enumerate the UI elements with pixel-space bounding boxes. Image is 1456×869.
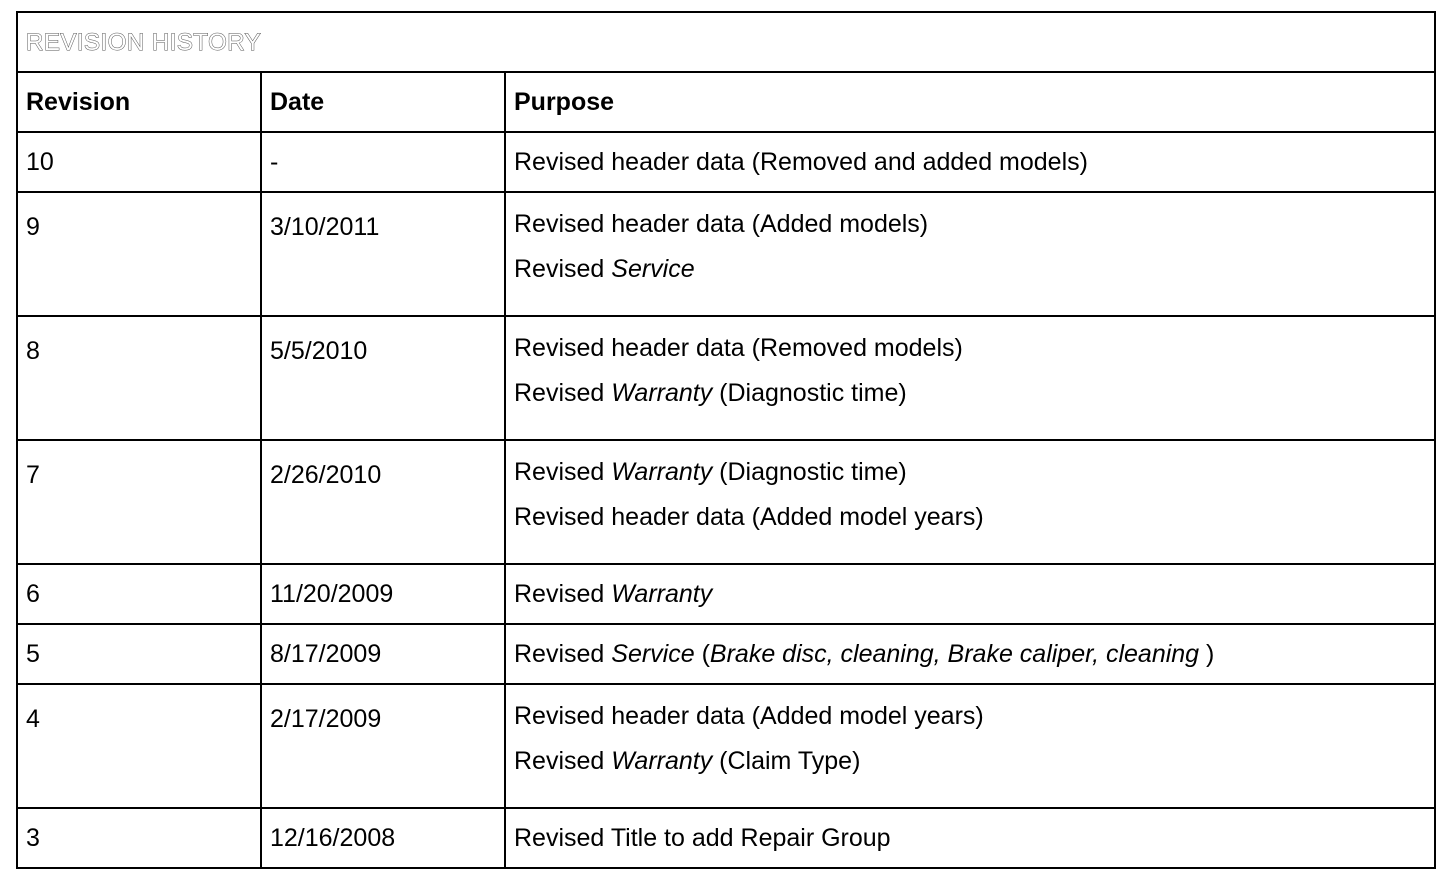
purpose-line [514,255,1434,283]
purpose-line [514,503,1434,531]
purpose-cell [505,684,1435,808]
purpose-text: Revised [514,579,612,608]
purpose-text: Revised header data (Removed models) [514,334,963,362]
date-cell: - [261,132,505,192]
date-cell: 2/26/2010 [261,440,505,564]
purpose-emphasis-text: Warranty [611,747,713,775]
table-row [17,132,1435,192]
purpose-emphasis-text: Service [611,639,695,668]
table-row [17,684,1435,808]
purpose-emphasis-text: Warranty [611,458,713,486]
table-title-cell [17,12,1435,72]
purpose-line [514,639,1434,668]
purpose-text: Revised header data (Removed and added models) [514,147,1088,176]
column-header-date: Date [261,72,505,132]
purpose-cell [505,808,1435,868]
purpose-text: ( [694,639,710,668]
table-row [17,440,1435,564]
purpose-cell [505,564,1435,624]
revision-cell: 5 [17,624,261,684]
purpose-line [514,747,1434,775]
column-header-purpose: Purpose [505,72,1435,132]
revision-history-table [16,11,1436,869]
purpose-cell [505,440,1435,564]
revision-cell: 9 [17,192,261,316]
purpose-text: (Claim Type) [712,747,861,775]
table-row [17,316,1435,440]
revision-history-table-wrapper [16,11,1434,869]
purpose-line [514,579,1434,608]
date-cell: 2/17/2009 [261,684,505,808]
purpose-text: Revised [514,255,612,283]
revision-cell: 10 [17,132,261,192]
table-title: REVISION HISTORY [26,28,262,56]
revision-cell: 3 [17,808,261,868]
purpose-line [514,147,1434,176]
purpose-text: Revised header data (Added model years) [514,503,984,531]
purpose-line [514,823,1434,852]
purpose-cell [505,316,1435,440]
date-cell: 5/5/2010 [261,316,505,440]
revision-cell: 8 [17,316,261,440]
purpose-line [514,210,1434,238]
purpose-emphasis-text: Brake disc, cleaning, Brake caliper, cleaning [709,639,1200,668]
purpose-line [514,334,1434,362]
purpose-text: Revised Title to add Repair Group [514,823,891,852]
revision-cell: 4 [17,684,261,808]
table-row [17,564,1435,624]
revision-cell: 6 [17,564,261,624]
purpose-text: Revised [514,747,612,775]
column-header-revision: Revision [17,72,261,132]
purpose-emphasis-text: Warranty [611,379,713,407]
purpose-cell [505,192,1435,316]
purpose-line [514,702,1434,730]
purpose-text: ) [1199,639,1215,668]
purpose-cell [505,132,1435,192]
purpose-line [514,458,1434,486]
purpose-text: Revised [514,458,612,486]
purpose-line [514,379,1434,407]
date-cell: 12/16/2008 [261,808,505,868]
purpose-text: Revised header data (Added models) [514,210,929,238]
purpose-text: (Diagnostic time) [712,379,907,407]
purpose-emphasis-text: Service [611,255,695,283]
table-row [17,192,1435,316]
purpose-text: (Diagnostic time) [712,458,907,486]
date-cell: 8/17/2009 [261,624,505,684]
purpose-text: Revised [514,639,612,668]
table-title-row [17,12,1435,72]
purpose-emphasis-text: Warranty [611,579,713,608]
purpose-cell [505,624,1435,684]
purpose-text: Revised [514,379,612,407]
table-header-row [17,72,1435,132]
date-cell: 11/20/2009 [261,564,505,624]
date-cell: 3/10/2011 [261,192,505,316]
table-row [17,624,1435,684]
table-row [17,808,1435,868]
revision-cell: 7 [17,440,261,564]
purpose-text: Revised header data (Added model years) [514,702,984,730]
